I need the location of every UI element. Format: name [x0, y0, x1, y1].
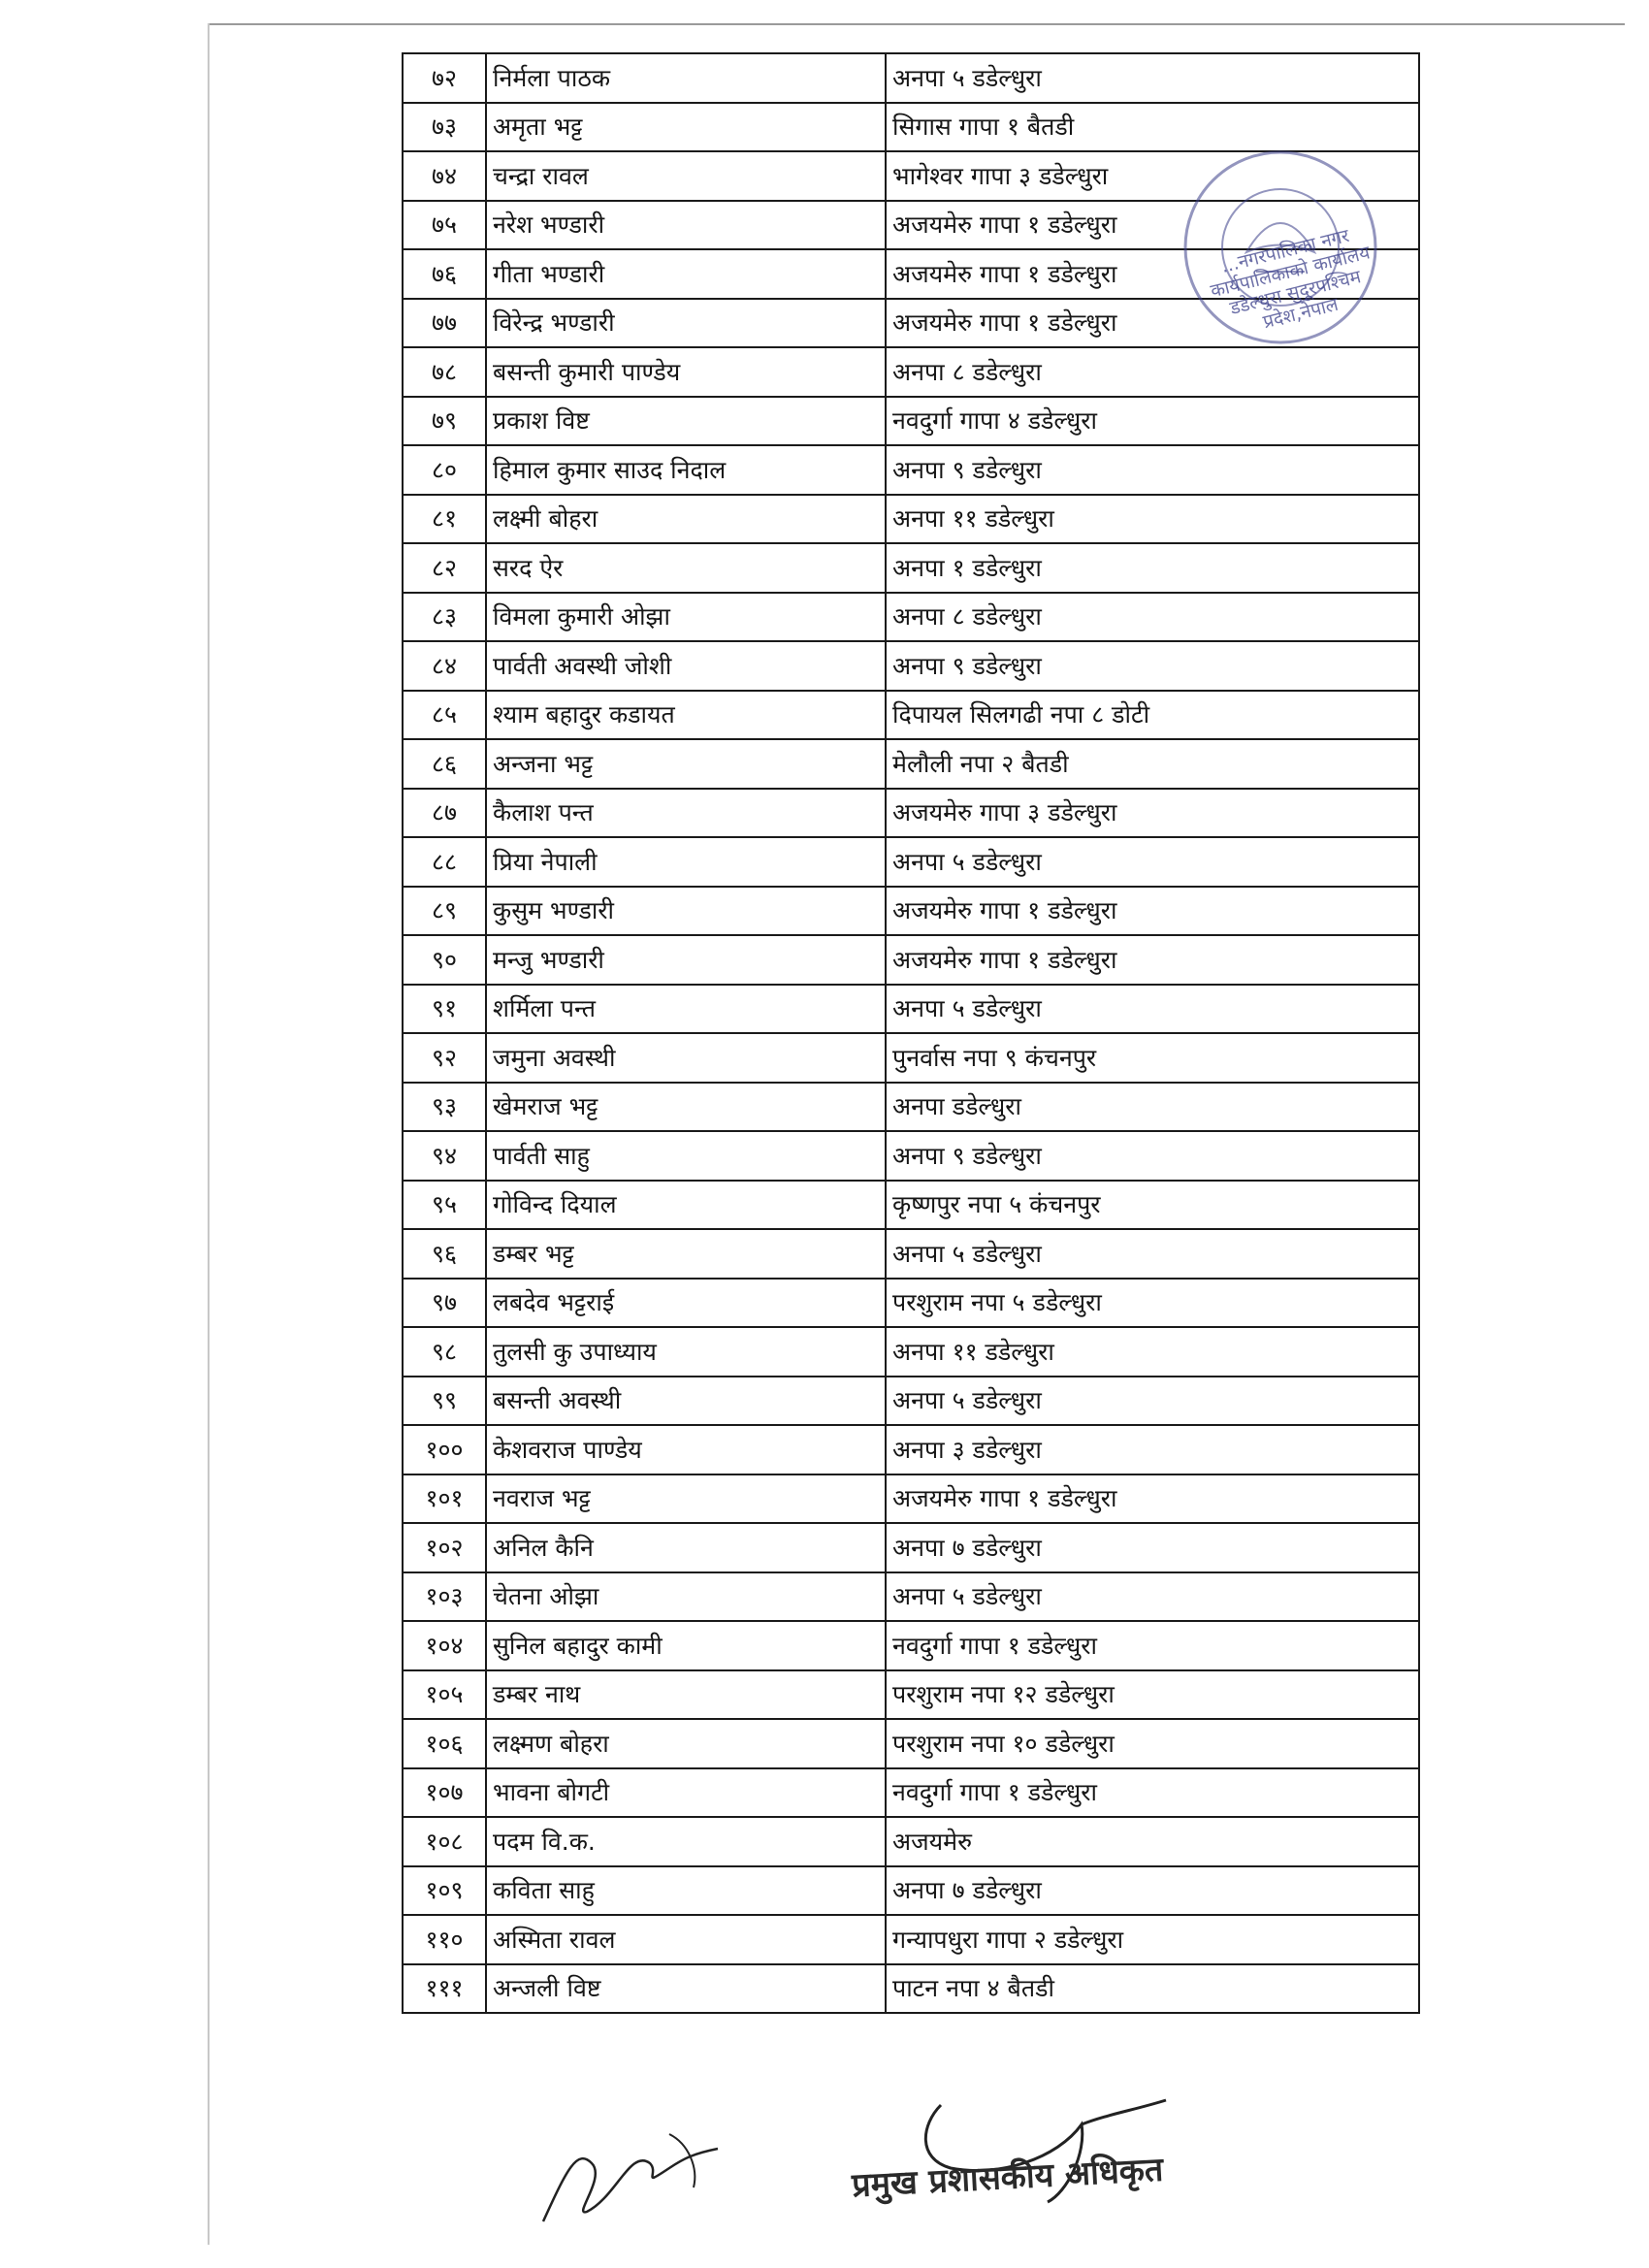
name-cell: प्रकाश विष्ट	[486, 397, 886, 446]
address-cell: अनपा ११ डडेल्धुरा	[886, 1327, 1419, 1377]
serial-number-cell: १००	[403, 1425, 486, 1474]
address-cell: कृष्णपुर नपा ५ कंचनपुर	[886, 1181, 1419, 1230]
table-row	[403, 495, 1419, 544]
table-row	[403, 1083, 1419, 1132]
table-row	[403, 691, 1419, 740]
address-cell: अजयमेरु गापा १ डडेल्धुरा	[886, 249, 1419, 299]
table-row	[403, 1523, 1419, 1572]
serial-number-cell: १०५	[403, 1670, 486, 1720]
table-row	[403, 1033, 1419, 1083]
name-cell: नरेश भण्डारी	[486, 201, 886, 250]
serial-number-cell: ८४	[403, 641, 486, 691]
name-cell: प्रिया नेपाली	[486, 837, 886, 887]
address-cell: अनपा ५ डडेल्धुरा	[886, 1572, 1419, 1622]
name-cell: नवराज भट्ट	[486, 1474, 886, 1524]
name-cell: अन्जली विष्ट	[486, 1964, 886, 2014]
serial-number-cell: ७३	[403, 103, 486, 152]
address-cell: परशुराम नपा १२ डडेल्धुरा	[886, 1670, 1419, 1720]
address-cell: मेलौली नपा २ बैतडी	[886, 739, 1419, 789]
name-cell: डम्बर नाथ	[486, 1670, 886, 1720]
serial-number-cell: १०९	[403, 1866, 486, 1916]
address-cell: अनपा १ डडेल्धुरा	[886, 543, 1419, 593]
address-cell: अनपा ५ डडेल्धुरा	[886, 1229, 1419, 1279]
name-cell: लक्ष्मी बोहरा	[486, 495, 886, 544]
address-cell: अनपा ९ डडेल्धुरा	[886, 641, 1419, 691]
serial-number-cell: १११	[403, 1964, 486, 2014]
serial-number-cell: ९५	[403, 1181, 486, 1230]
serial-number-cell: १०२	[403, 1523, 486, 1572]
name-cell: बसन्ती अवस्थी	[486, 1377, 886, 1426]
table-row	[403, 1670, 1419, 1720]
name-cell: चेतना ओझा	[486, 1572, 886, 1622]
name-cell: पार्वती साहु	[486, 1131, 886, 1181]
serial-number-cell: ८९	[403, 887, 486, 936]
table-row	[403, 1621, 1419, 1670]
table-row	[403, 543, 1419, 593]
table-row	[403, 1181, 1419, 1230]
serial-number-cell: ९८	[403, 1327, 486, 1377]
serial-number-cell: ९९	[403, 1377, 486, 1426]
table-row	[403, 1572, 1419, 1622]
name-cell: गीता भण्डारी	[486, 249, 886, 299]
address-cell: अनपा ९ डडेल्धुरा	[886, 1131, 1419, 1181]
address-cell: अनपा ५ डडेल्धुरा	[886, 1377, 1419, 1426]
serial-number-cell: ११०	[403, 1915, 486, 1964]
address-cell: अनपा ५ डडेल्धुरा	[886, 53, 1419, 103]
name-cell: विरेन्द्र भण्डारी	[486, 299, 886, 348]
name-cell: हिमाल कुमार साउद निदाल	[486, 445, 886, 495]
table-row	[403, 935, 1419, 985]
address-cell: अजयमेरु गापा १ डडेल्धुरा	[886, 299, 1419, 348]
table-row	[403, 347, 1419, 397]
address-cell: अजयमेरु गापा १ डडेल्धुरा	[886, 1474, 1419, 1524]
serial-number-cell: ८८	[403, 837, 486, 887]
stamp-text: ...नगरपालिका नगर कार्यपालिकाको कार्यालय डडेल्धुरा सुदूरपश्चिम प्रदेश,नेपाल	[1208, 224, 1373, 333]
scan-page-edge-top	[209, 23, 1625, 25]
address-cell: नवदुर्गा गापा १ डडेल्धुरा	[886, 1768, 1419, 1818]
serial-number-cell: ७५	[403, 201, 486, 250]
serial-number-cell: ८३	[403, 593, 486, 642]
address-cell: अनपा ११ डडेल्धुरा	[886, 495, 1419, 544]
serial-number-cell: १०६	[403, 1719, 486, 1768]
table-row	[403, 1474, 1419, 1524]
table-row	[403, 1719, 1419, 1768]
table-row	[403, 445, 1419, 495]
table-row	[403, 789, 1419, 838]
serial-number-cell: ७९	[403, 397, 486, 446]
name-cell: अन्जना भट्ट	[486, 739, 886, 789]
serial-number-cell: ८१	[403, 495, 486, 544]
address-cell: अनपा डडेल्धुरा	[886, 1083, 1419, 1132]
signature-left	[524, 2110, 747, 2236]
table-row	[403, 837, 1419, 887]
table-row	[403, 53, 1419, 103]
name-cell: विमला कुमारी ओझा	[486, 593, 886, 642]
name-cell: डम्बर भट्ट	[486, 1229, 886, 1279]
name-cell: निर्मला पाठक	[486, 53, 886, 103]
table-row	[403, 1817, 1419, 1866]
serial-number-cell: १०४	[403, 1621, 486, 1670]
name-cell: खेमराज भट्ट	[486, 1083, 886, 1132]
address-cell: भागेश्वर गापा ३ डडेल्धुरा	[886, 151, 1419, 201]
address-cell: परशुराम नपा १० डडेल्धुरा	[886, 1719, 1419, 1768]
serial-number-cell: ९३	[403, 1083, 486, 1132]
address-cell: अनपा ८ डडेल्धुरा	[886, 347, 1419, 397]
name-cell: कैलाश पन्त	[486, 789, 886, 838]
name-cell: सुनिल बहादुर कामी	[486, 1621, 886, 1670]
name-cell: मन्जु भण्डारी	[486, 935, 886, 985]
serial-number-cell: ९६	[403, 1229, 486, 1279]
serial-number-cell: १०८	[403, 1817, 486, 1866]
serial-number-cell: ८७	[403, 789, 486, 838]
address-cell: दिपायल सिलगढी नपा ८ डोटी	[886, 691, 1419, 740]
scan-page-edge-left	[208, 23, 210, 2245]
serial-number-cell: ९१	[403, 985, 486, 1034]
table-row	[403, 397, 1419, 446]
name-cell: लबदेव भट्टराई	[486, 1279, 886, 1328]
name-cell: सरद ऐर	[486, 543, 886, 593]
table-row	[403, 1915, 1419, 1964]
address-cell: अनपा ५ डडेल्धुरा	[886, 837, 1419, 887]
address-cell: अनपा ९ डडेल्धुरा	[886, 445, 1419, 495]
serial-number-cell: ९२	[403, 1033, 486, 1083]
serial-number-cell: १०३	[403, 1572, 486, 1622]
name-cell: शर्मिला पन्त	[486, 985, 886, 1034]
table-row	[403, 1964, 1419, 2014]
name-cell: लक्ष्मण बोहरा	[486, 1719, 886, 1768]
serial-number-cell: ७८	[403, 347, 486, 397]
address-cell: परशुराम नपा ५ डडेल्धुरा	[886, 1279, 1419, 1328]
name-cell: कविता साहु	[486, 1866, 886, 1916]
name-cell: कुसुम भण्डारी	[486, 887, 886, 936]
table-row	[403, 1768, 1419, 1818]
serial-number-cell: ७४	[403, 151, 486, 201]
address-cell: गन्यापधुरा गापा २ डडेल्धुरा	[886, 1915, 1419, 1964]
serial-number-cell: ८०	[403, 445, 486, 495]
address-cell: अजयमेरु गापा १ डडेल्धुरा	[886, 201, 1419, 250]
table-row	[403, 641, 1419, 691]
address-cell: अनपा ७ डडेल्धुरा	[886, 1866, 1419, 1916]
table-row	[403, 593, 1419, 642]
table-row	[403, 887, 1419, 936]
name-cell: जमुना अवस्थी	[486, 1033, 886, 1083]
address-cell: सिगास गापा १ बैतडी	[886, 103, 1419, 152]
name-cell: बसन्ती कुमारी पाण्डेय	[486, 347, 886, 397]
address-cell: पाटन नपा ४ बैतडी	[886, 1964, 1419, 2014]
serial-number-cell: ७२	[403, 53, 486, 103]
address-cell: नवदुर्गा गापा १ डडेल्धुरा	[886, 1621, 1419, 1670]
table-row	[403, 1229, 1419, 1279]
table-row	[403, 739, 1419, 789]
name-cell: तुलसी कु उपाध्याय	[486, 1327, 886, 1377]
serial-number-cell: १०१	[403, 1474, 486, 1524]
name-cell: श्याम बहादुर कडायत	[486, 691, 886, 740]
serial-number-cell: ९७	[403, 1279, 486, 1328]
address-cell: अनपा ८ डडेल्धुरा	[886, 593, 1419, 642]
address-cell: अनपा ७ डडेल्धुरा	[886, 1523, 1419, 1572]
table-row	[403, 1377, 1419, 1426]
name-cell: अनिल कैनि	[486, 1523, 886, 1572]
address-cell: अजयमेरु गापा १ डडेल्धुरा	[886, 935, 1419, 985]
address-cell: अजयमेरु गापा ३ डडेल्धुरा	[886, 789, 1419, 838]
table-row	[403, 1327, 1419, 1377]
serial-number-cell: ८५	[403, 691, 486, 740]
address-cell: नवदुर्गा गापा ४ डडेल्धुरा	[886, 397, 1419, 446]
table-row	[403, 1866, 1419, 1916]
name-cell: पार्वती अवस्थी जोशी	[486, 641, 886, 691]
table-row	[403, 985, 1419, 1034]
name-cell: चन्द्रा रावल	[486, 151, 886, 201]
address-cell: अजयमेरु गापा १ डडेल्धुरा	[886, 887, 1419, 936]
name-cell: केशवराज पाण्डेय	[486, 1425, 886, 1474]
address-cell: पुनर्वास नपा ९ कंचनपुर	[886, 1033, 1419, 1083]
name-cell: पदम वि.क.	[486, 1817, 886, 1866]
name-cell: अमृता भट्ट	[486, 103, 886, 152]
serial-number-cell: ९४	[403, 1131, 486, 1181]
serial-number-cell: ७७	[403, 299, 486, 348]
address-cell: अजयमेरु	[886, 1817, 1419, 1866]
serial-number-cell: ८२	[403, 543, 486, 593]
table-row	[403, 103, 1419, 152]
address-cell: अनपा ३ डडेल्धुरा	[886, 1425, 1419, 1474]
table-row	[403, 1425, 1419, 1474]
serial-number-cell: ७६	[403, 249, 486, 299]
serial-number-cell: १०७	[403, 1768, 486, 1818]
serial-number-cell: ९०	[403, 935, 486, 985]
name-cell: भावना बोगटी	[486, 1768, 886, 1818]
name-cell: गोविन्द दियाल	[486, 1181, 886, 1230]
table-row	[403, 1131, 1419, 1181]
address-cell: अनपा ५ डडेल्धुरा	[886, 985, 1419, 1034]
name-cell: अस्मिता रावल	[486, 1915, 886, 1964]
designation-label: प्रमुख प्रशासकीय अधिकृत	[851, 2150, 1165, 2206]
table-row	[403, 1279, 1419, 1328]
serial-number-cell: ८६	[403, 739, 486, 789]
